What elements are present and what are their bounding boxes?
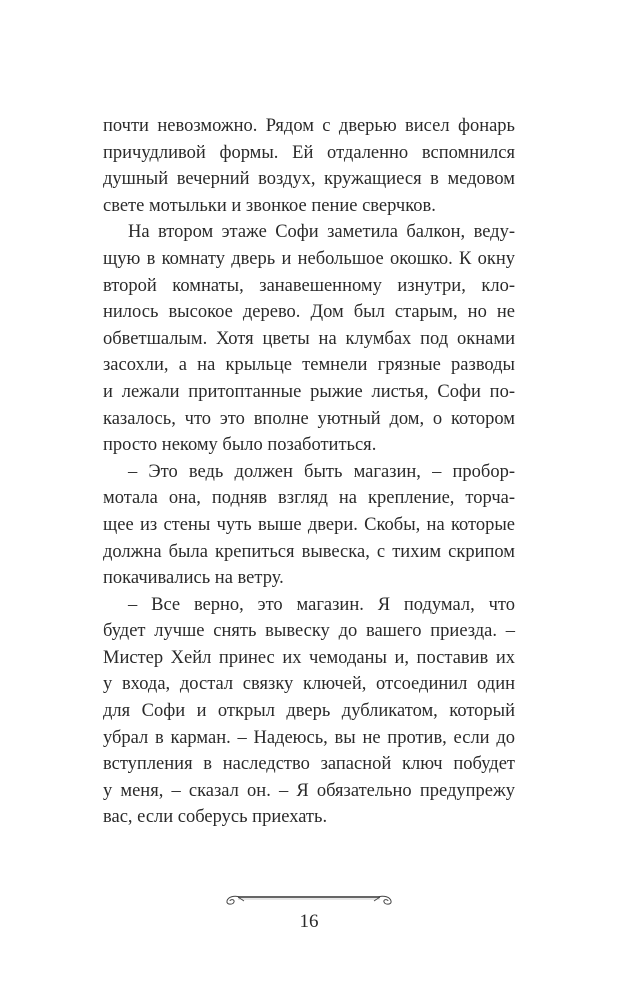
page-footer <box>0 893 618 933</box>
text-line: вас, если соберусь приехать. <box>103 807 328 828</box>
text-line: у меня, – сказал он. – Я обязательно предупрежу <box>103 780 515 801</box>
text-line: свете мотыльки и звонкое пение сверчков. <box>103 195 436 216</box>
text-line: щее из стены чуть выше двери. Скобы, на которые <box>103 514 515 535</box>
text-line: причудливой формы. Ей отдаленно вспомнился <box>103 142 515 163</box>
text-line: мотала она, подняв взгляд на крепление, торча- <box>103 488 515 509</box>
text-line: нилось высокое дерево. Дом был старым, но не <box>103 302 515 323</box>
text-line: – Все верно, это магазин. Я подумал, что <box>128 594 515 615</box>
body-text <box>103 113 515 831</box>
text-line: щую в комнату дверь и небольшое окошко. К окну <box>103 248 515 269</box>
text-line: второй комнаты, занавешенному изнутри, кло- <box>103 275 515 296</box>
text-line: На втором этаже Софи заметила балкон, веду- <box>128 222 515 243</box>
text-line: Мистер Хейл принес их чемоданы и, поставив их <box>103 647 515 668</box>
text-line: для Софи и открыл дверь дубликатом, который <box>103 701 515 722</box>
text-line: покачивались на ветру. <box>103 568 284 589</box>
text-line: и лежали притоптанные рыжие листья, Софи по- <box>103 381 515 402</box>
text-line: обветшалым. Хотя цветы на клумбах под окнами <box>103 328 515 349</box>
text-line: – Это ведь должен быть магазин, – пробор- <box>128 461 515 482</box>
text-line: казалось, что это вполне уютный дом, о котором <box>103 408 515 429</box>
text-line: засохли, а на крыльце темнели грязные разводы <box>103 355 515 376</box>
flourish-divider-icon <box>224 893 394 907</box>
text-line: должна была крепиться вывеска, с тихим скрипом <box>103 541 515 562</box>
text-line: вступления в наследство запасной ключ побудет <box>103 754 515 775</box>
text-line: душный вечерний воздух, кружащиеся в медовом <box>103 169 515 190</box>
text-line: почти невозможно. Рядом с дверью висел фонарь <box>103 116 515 136</box>
text-line: будет лучше снять вывеску до вашего приезда. – <box>103 621 515 642</box>
text-line: у входа, достал связку ключей, отсоединил один <box>103 674 515 695</box>
page-number: 16 <box>299 911 319 932</box>
text-line: просто некому было позаботиться. <box>103 435 377 456</box>
text-line: убрал в карман. – Надеюсь, вы не против, если до <box>103 727 515 748</box>
